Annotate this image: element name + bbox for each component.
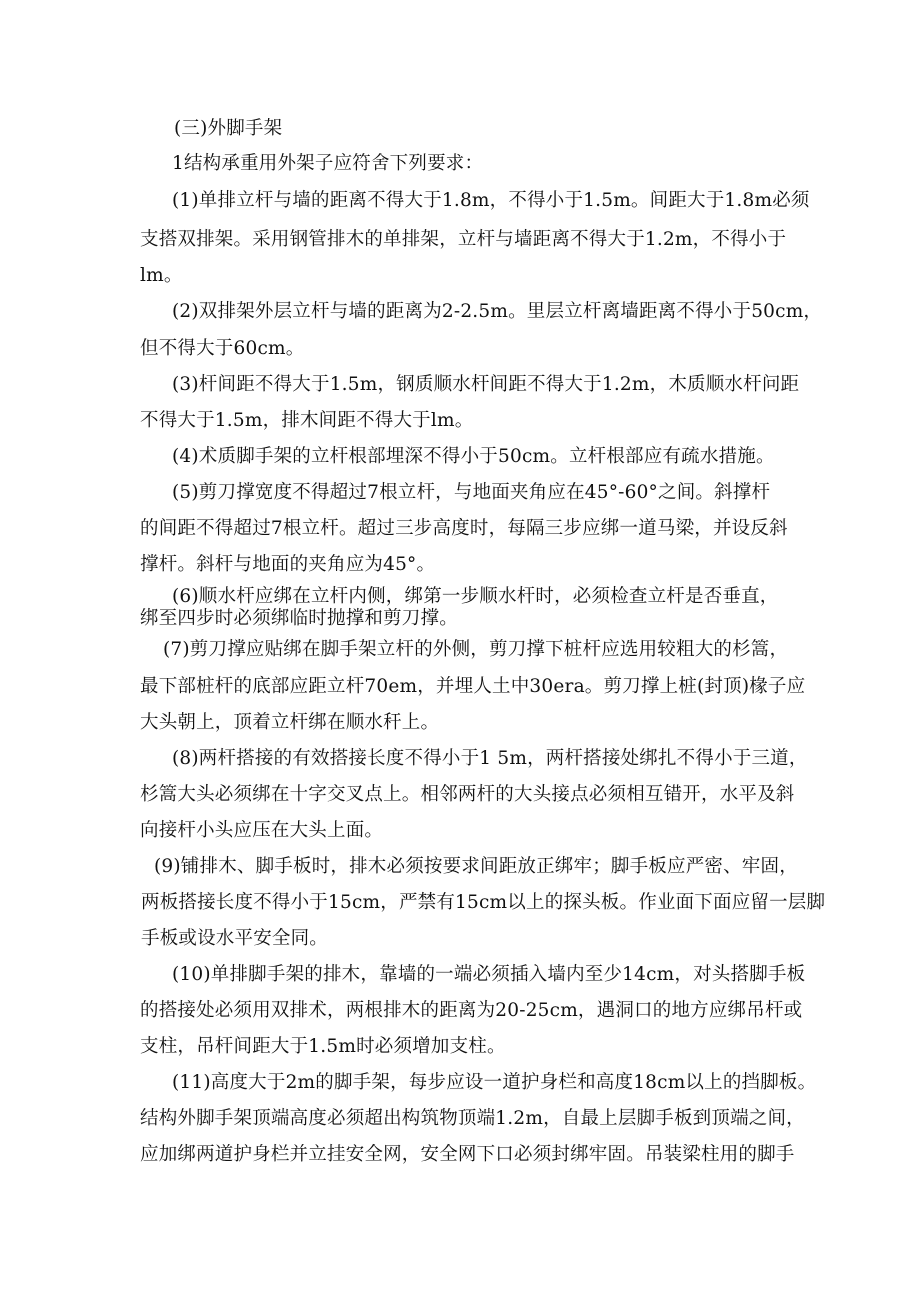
item-6-line-2: 绑至四步时必须绑临时抛撑和剪刀撑。 bbox=[140, 608, 458, 629]
item-3-line-1: (3)杆间距不得大于1.5m，钢质顺水杆间距不得大于1.2m，木质顺水杆问距 bbox=[172, 374, 800, 395]
item-9-line-2: 两板搭接长度不得小于15cm，严禁有15cm以上的探头板。作业面下面应留一层脚 bbox=[141, 892, 826, 913]
section-heading: (三)外脚手架 bbox=[174, 118, 283, 139]
item-7-line-2: 最下部桩杆的底部应距立杆70em，并埋人土中30era。剪刀撑上桩(封顶)椽子应 bbox=[140, 676, 806, 697]
item-5-line-2: 的间距不得超过7根立杆。超过三步高度时，每隔三步应绑一道马梁，并设反斜 bbox=[140, 518, 788, 539]
item-4-line-1: (4)术质脚手架的立杆根部埋深不得小于50cm。立杆根部应有疏水措施。 bbox=[172, 446, 775, 467]
item-11-line-3: 应加绑两道护身栏并立挂安全网，安全网下口必须封绑牢固。吊装梁柱用的脚手 bbox=[140, 1144, 795, 1165]
item-7-line-1: (7)剪刀撑应贴绑在脚手架立杆的外侧，剪刀撑下桩杆应选用较粗大的杉篙， bbox=[163, 639, 789, 660]
item-8-line-3: 向接杆小头应压在大头上面。 bbox=[140, 820, 384, 841]
item-10-line-1: (10)单排脚手架的排木，靠墙的一端必须插入墙内至少14cm，对头搭脚手板 bbox=[172, 964, 806, 985]
item-10-line-2: 的搭接处必须用双排术，两根排木的距离为20-25cm，遇洞口的地方应绑吊杆或 bbox=[140, 1000, 803, 1021]
item-2-line-2: 但不得大于60cm。 bbox=[140, 338, 305, 359]
item-3-line-2: 不得大于1.5m，排木间距不得大于lm。 bbox=[140, 410, 474, 431]
item-1-line-3: lm。 bbox=[140, 265, 183, 286]
item-8-line-1: (8)两杆搭接的有效搭接长度不得小于1 5m，两杆搭接处绑扎不得小于三道， bbox=[172, 748, 808, 769]
item-7-line-3: 大头朝上，顶着立杆绑在顺水秆上。 bbox=[140, 712, 440, 733]
item-9-line-1: (9)铺排木、脚手板时，排木必须按要求间距放正绑牢；脚手板应严密、牢固， bbox=[154, 856, 798, 877]
item-5-line-3: 撑杆。斜杆与地面的夹角应为45°。 bbox=[140, 554, 436, 575]
item-2-line-1: (2)双排架外层立杆与墙的距离为2-2.5m。里层立杆离墙距离不得小于50cm， bbox=[172, 301, 823, 322]
intro-line: 1结构承重用外架子应符舍下列要求： bbox=[172, 153, 484, 174]
item-8-line-2: 杉篙大头必须绑在十字交叉点上。相邻两杆的大头接点必须相互错开，水平及斜 bbox=[140, 784, 795, 805]
item-1-line-1: (1)单排立杆与墙的距离不得大于1.8m，不得小于1.5m。间距大于1.8m必须 bbox=[172, 190, 810, 211]
item-10-line-3: 支柱，吊杆间距大于1.5m时必须增加支柱。 bbox=[140, 1036, 506, 1057]
item-5-line-1: (5)剪刀撑宽度不得超过7根立杆，与地面夹角应在45°-60°之间。斜撑杆 bbox=[172, 482, 771, 503]
item-11-line-2: 结构外脚手架顶端高度必须超出构筑物顶端1.2m，自最上层脚手板到顶端之间， bbox=[140, 1108, 805, 1129]
item-11-line-1: (11)高度大于2m的脚手架，每步应设一道护身栏和高度18cm以上的挡脚板。 bbox=[172, 1072, 817, 1093]
item-1-line-2: 支搭双排架。采用钢管排木的单排架，立杆与墙距离不得大于1.2m，不得小于 bbox=[140, 229, 787, 250]
item-6-line-1: (6)顺水杆应绑在立杆内侧，绑第一步顺水杆时，必须检查立杆是否垂直， bbox=[172, 586, 779, 607]
item-9-line-3: 手板或设水平安全同。 bbox=[141, 928, 329, 949]
